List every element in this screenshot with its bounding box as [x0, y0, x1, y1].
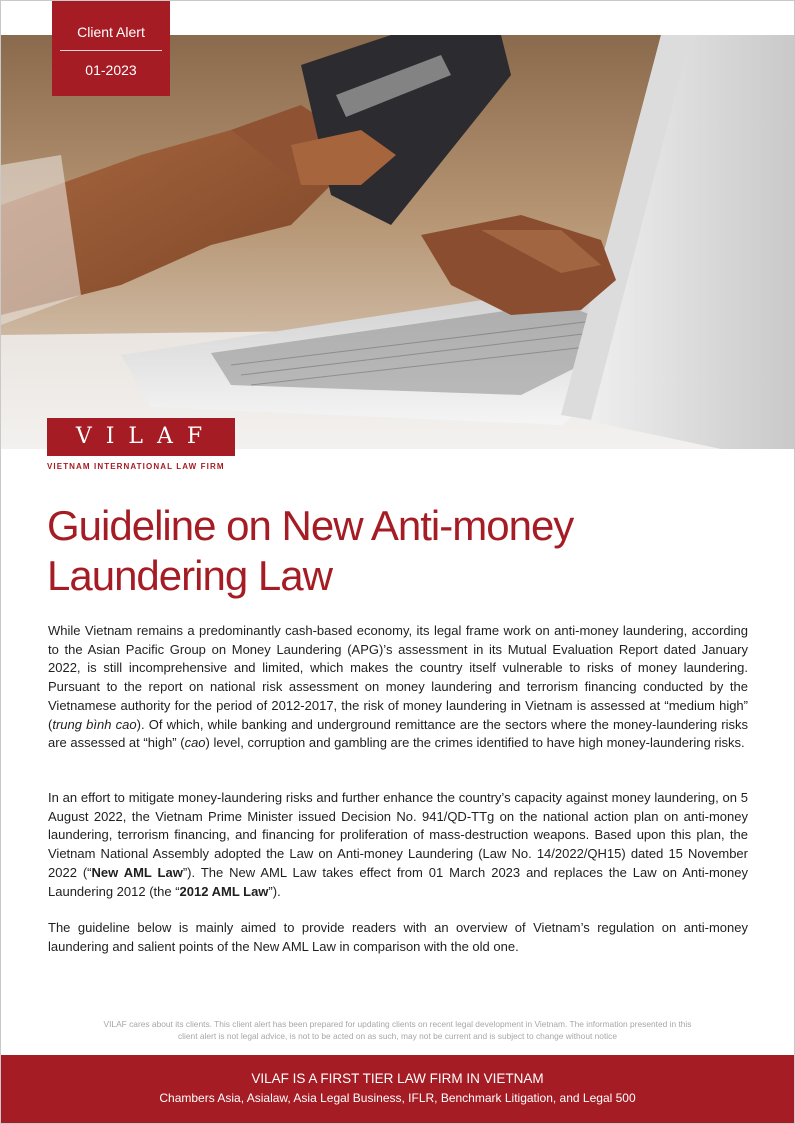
footer-rankings: Chambers Asia, Asialaw, Asia Legal Business, IFLR, Benchmark Litigation, and Legal 500: [159, 1091, 636, 1105]
logo-subtitle: VIETNAM INTERNATIONAL LAW FIRM: [47, 462, 225, 471]
title-line-2: Laundering Law: [47, 552, 332, 599]
tag-number: 01-2023: [85, 62, 137, 78]
tag-label: Client Alert: [77, 24, 145, 40]
p2-bold-2: 2012 AML Law: [179, 883, 269, 899]
p1-italic-2: cao: [184, 735, 206, 751]
title-line-1: Guideline on New Anti-money: [47, 502, 574, 549]
hero-image: [1, 35, 794, 449]
vilaf-logo: VILAF: [47, 418, 235, 456]
p2-text-2: ”). The New AML Law takes effect from 01 March 2023 and replaces the Law on Anti-money Laundering 2012 (the “: [48, 864, 748, 899]
paragraph-2: [48, 789, 748, 901]
disclaimer-line-1: VILAF cares about its clients. This client alert has been prepared for updating clients on recent legal development in Vietnam. The information presented in this: [103, 1019, 692, 1029]
client-alert-tag: [52, 1, 170, 96]
p1-text-1: While Vietnam remains a predominantly cash-based economy, its legal frame work on anti-money laundering, according to the Asian Pacific Group on Money Laundering (APG)’s assessment in its Mutual Evaluation Report dated January 2022, is still incomprehensive and limited, which makes the country itself vulnerable to risks of money laundering. Pursuant to the report on national risk assessment on money laundering and terrorism financing conducted by the Vietnamese authority for the period of 2012-2017, the risk of money laundering in Vietnam is assessed at “medium high” (: [48, 623, 748, 732]
footer-tagline: VILAF IS A FIRST TIER LAW FIRM IN VIETNAM: [251, 1071, 544, 1086]
tag-divider: [60, 50, 162, 51]
footer-banner: [1, 1055, 794, 1123]
p2-text-1: In an effort to mitigate money-laundering risks and further enhance the country’s capacity against money laundering, on 5 August 2022, the Vietnam Prime Minister issued Decision No. 941/QD-TTg on the national action plan on anti-money laundering, terrorism financing, and financing for proliferation of mass-destruction weapons. Based upon this plan, the Vietnam National Assembly adopted the Law on Anti-money Laundering (Law No. 14/2022/QH15) dated 15 November 2022 (“: [48, 790, 748, 880]
p1-italic-1: trung bình cao: [52, 716, 137, 732]
p2-text-3: ”).: [268, 883, 281, 899]
paragraph-1: [48, 622, 748, 753]
hero-illustration: [1, 35, 794, 449]
disclaimer-line-2: client alert is not legal advice, is not to be acted on as such, may not be current and is subject to change without notice: [177, 1031, 617, 1041]
paragraph-3: The guideline below is mainly aimed to provide readers with an overview of Vietnam’s regulation on anti-money laundering and salient points of the New AML Law in comparison with the old one.: [48, 920, 748, 954]
disclaimer: [60, 1018, 735, 1042]
p1-text-3: ) level, corruption and gambling are the crimes identified to have high money-laundering risks.: [205, 735, 745, 751]
p1-text-2: ). Of which, while banking and underground remittance are the sectors where the money-laundering risks are assessed at “high” (: [48, 716, 748, 751]
p2-bold-1: New AML Law: [91, 864, 183, 880]
page-title: [47, 501, 767, 601]
